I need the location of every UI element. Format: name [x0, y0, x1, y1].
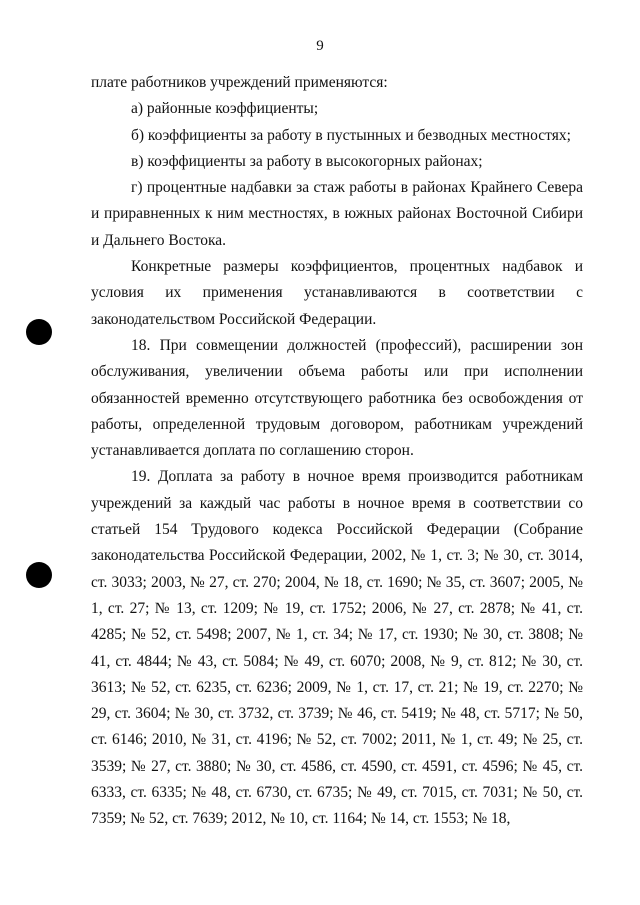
list-item-a: а) районные коэффициенты; [131, 100, 319, 118]
list-item-d: г) процентные надбавки за стаж работы в районах Крайнего Севера и приравненных к ним местностях, в южных районах Восточной Сибири и Дальнего Востока. [91, 179, 583, 249]
page-number: 9 [316, 38, 324, 54]
hole-punch-mark [26, 562, 52, 588]
paragraph-19: 19. Доплата за работу в ночное время производится работникам учреждений за каждый час работы в ночное время в соответствии со статьей 154 Трудового кодекса Российской Федерации (Собрание законодательства Российской Федерации, 2002, № 1, ст. 3; № 30, ст. 3014, ст. 3033; 2003, № 27, ст. 270; 2004, № 18, ст. 1690; № 35, ст. 3607; 2005, № 1, ст. 27; № 13, ст. 1209; № 19, ст. 1752; 2006, № 27, ст. 2878; № 41, ст. 4285; № 52, ст. 5498; 2007, № 1, ст. 34; № 17, ст. 1930; № 30, ст. 3808; № 41, ст. 4844; № 43, ст. 5084; № 49, ст. 6070; 2008, № 9, ст. 812; № 30, ст. 3613; № 52, ст. 6235, ст. 6236; 2009, № 1, ст. 17, ст. 21; № 19, ст. 2270; № 29, ст. 3604; № 30, ст. 3732, ст. 3739; № 46, ст. 5419; № 48, ст. 5717; № 50, ст. 6146; 2010, № 31, ст. 4196; № 52, ст. 7002; 2011, № 1, ст. 49; № 25, ст. 3539; № 27, ст. 3880; № 30, ст. 4586, ст. 4590, ст. 4591, ст. 4596; № 45, ст. 6333, ст. 6335; № 48, ст. 6730, ст. 6735; № 49, ст. 7015, ст. 7031; № 50, ст. 7359; № 52, ст. 7639; 2012, № 10, ст. 1164; № 14, ст. 1553; № 18, [91, 468, 583, 828]
paragraph-18: 18. При совмещении должностей (профессий), расширении зон обслуживания, увеличении объема работы или при исполнении обязанностей временно отсутствующего работника без освобождения от работы, определенной трудовым договором, работникам учреждений устанавливается доплата по соглашению сторон. [91, 336, 583, 460]
document-body [91, 70, 583, 833]
paragraph-coefficients: Конкретные размеры коэффициентов, процентных надбавок и условия их применения устанавливаются в соответствии с законодательством Российской Федерации. [91, 258, 583, 328]
paragraph-intro-continuation: плате работников учреждений применяются: [91, 74, 388, 91]
list-item-b: б) коэффициенты за работу в пустынных и безводных местностях; [131, 126, 571, 144]
list-item-c: в) коэффициенты за работу в высокогорных районах; [131, 152, 483, 170]
hole-punch-mark [26, 319, 52, 345]
